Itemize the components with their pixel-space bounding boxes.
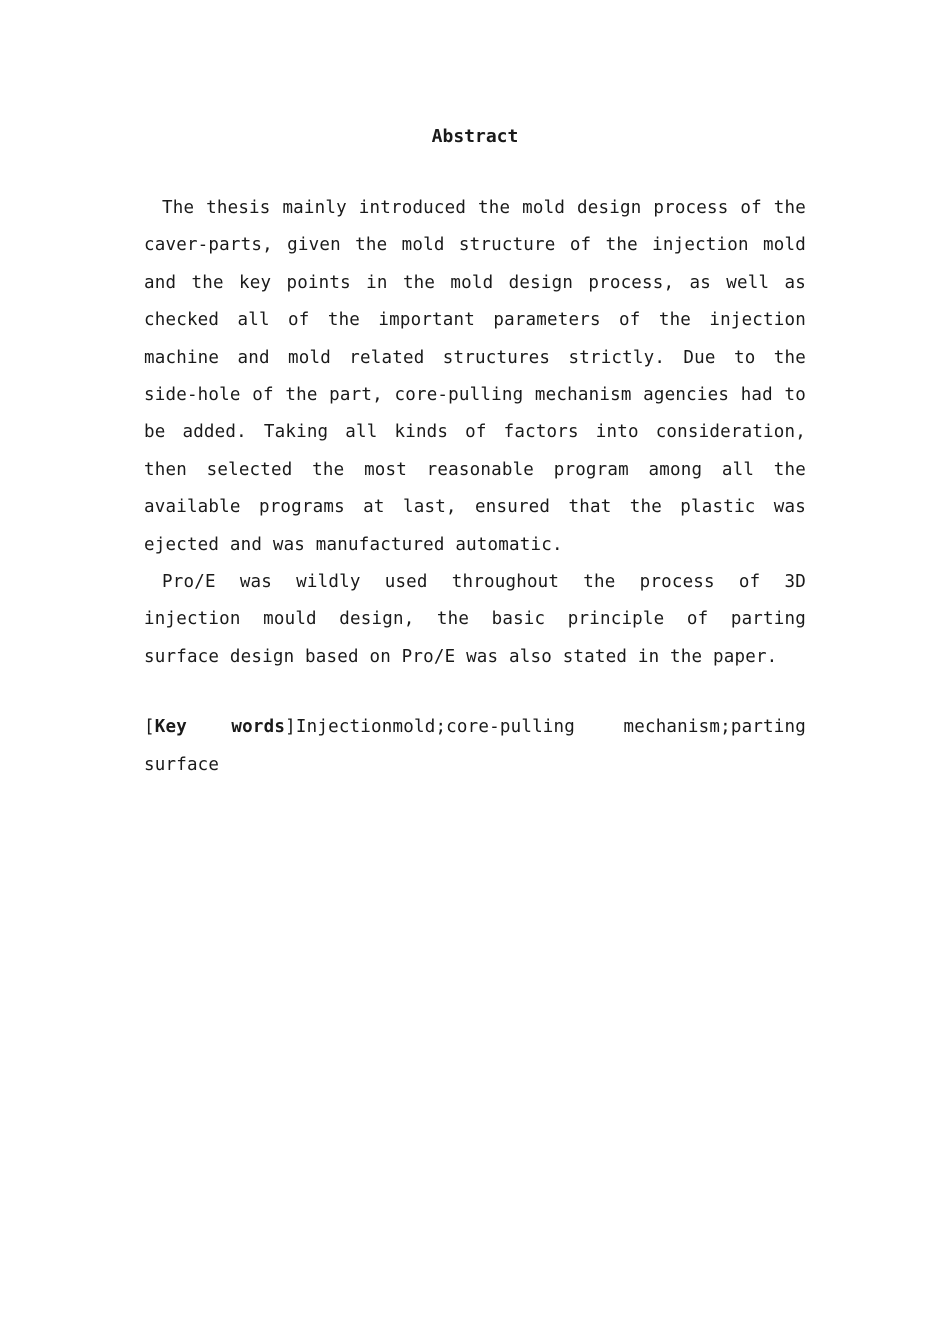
keywords-text: Injectionmold;core-pulling mechanism;parting surface xyxy=(144,717,806,775)
keywords-line xyxy=(144,709,806,784)
abstract-paragraph-1: The thesis mainly introduced the mold design process of the caver-parts, given the mold structure of the injection mold and the key points in the mold design process, as well as checked all of the important parameters of the injection machine and mold related structures strictly. Due to the side-hole of the part, core-pulling mechanism agencies had to be added. Taking all kinds of factors into consideration, then selected the most reasonable program among all the available programs at last, ensured that the plastic was ejected and was manufactured automatic. xyxy=(144,198,806,555)
abstract-paragraph-2: Pro/E was wildly used throughout the process of 3D injection mould design, the basic principle of parting surface design based on Pro/E was also stated in the paper. xyxy=(144,572,806,667)
page-title: Abstract xyxy=(431,126,519,147)
keywords-label: Key words xyxy=(154,717,286,738)
abstract-section xyxy=(144,120,806,802)
keywords-open-bracket: [ xyxy=(144,717,155,738)
keywords-close-bracket: ] xyxy=(285,717,296,738)
